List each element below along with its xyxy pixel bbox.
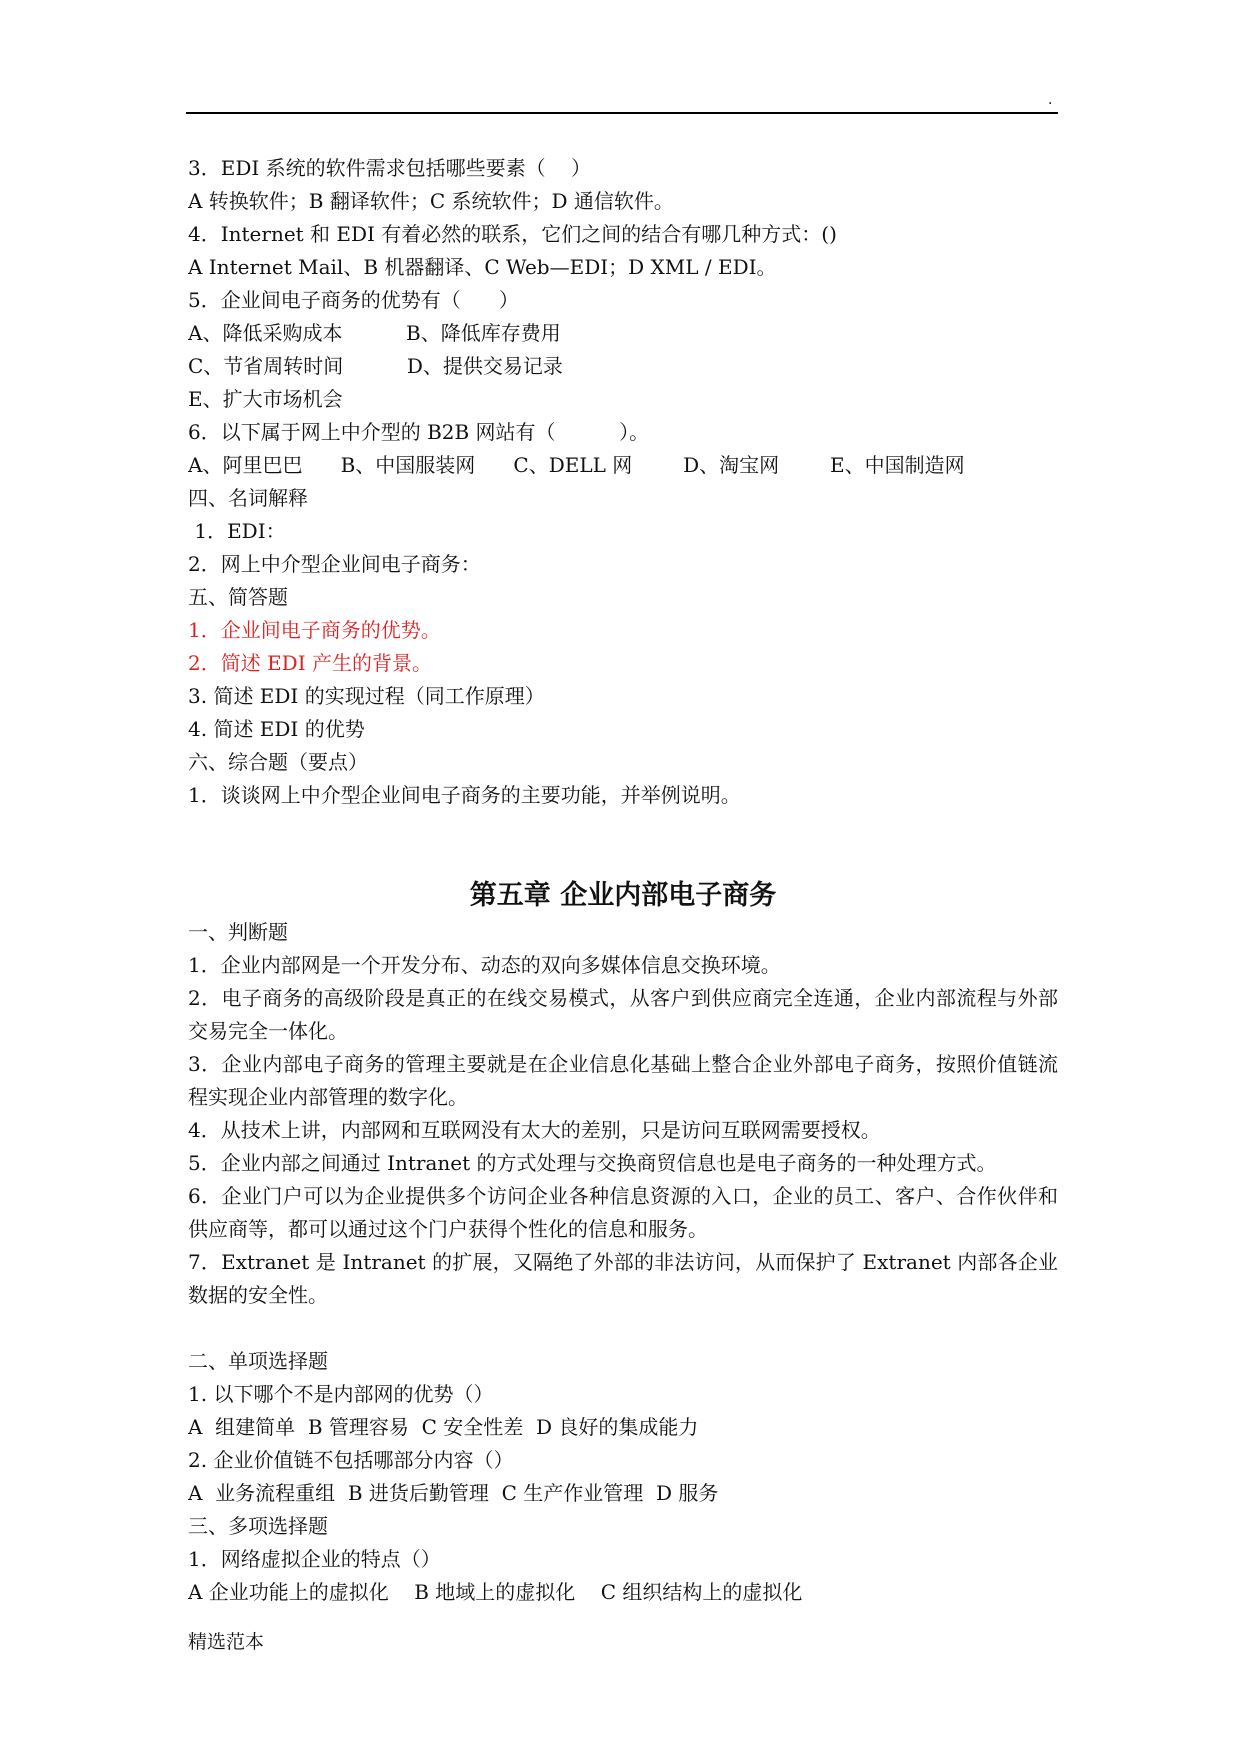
- text-line: 6．以下属于网上中介型的 B2B 网站有（ ）。: [188, 420, 650, 444]
- text-line: 2. 企业价值链不包括哪部分内容（）: [188, 1448, 514, 1472]
- text-line: 5．企业内部之间通过 Intranet 的方式处理与交换商贸信息也是电子商务的一种处理方式。: [188, 1151, 997, 1175]
- text-line: 四、名词解释: [188, 486, 308, 510]
- header-mark: .: [1048, 92, 1053, 108]
- blank-line: [188, 1312, 1058, 1345]
- text-line: A 组建简单 B 管理容易 C 安全性差 D 良好的集成能力: [188, 1415, 699, 1439]
- text-line: A 企业功能上的虚拟化 B 地域上的虚拟化 C 组织结构上的虚拟化: [188, 1580, 803, 1604]
- text-line: A、阿里巴巴 B、中国服装网 C、DELL 网 D、淘宝网 E、中国制造网: [188, 453, 965, 477]
- section-spacer: [188, 812, 1058, 872]
- text-line: A 转换软件；B 翻译软件；C 系统软件；D 通信软件。: [188, 189, 674, 213]
- text-line: A、降低采购成本 B、降低库存费用: [188, 321, 561, 345]
- page-footer: 精选范本: [188, 1631, 265, 1653]
- text-line: 4．从技术上讲，内部网和互联网没有太大的差别，只是访问互联网需要授权。: [188, 1118, 881, 1142]
- text-line: 3. 简述 EDI 的实现过程（同工作原理）: [188, 684, 545, 708]
- text-line: 4. 简述 EDI 的优势: [188, 717, 365, 741]
- text-line: 1. 以下哪个不是内部网的优势（）: [188, 1382, 494, 1406]
- chapter4-questions: [188, 152, 1058, 812]
- choice-sections: [188, 1345, 1058, 1609]
- text-line: 五、简答题: [188, 585, 288, 609]
- text-line: E、扩大市场机会: [188, 387, 343, 411]
- chapter-title: 第五章 企业内部电子商务: [469, 880, 777, 911]
- header-rule: [186, 112, 1058, 114]
- text-line: 2．网上中介型企业间电子商务：: [188, 552, 481, 576]
- text-line: 3．EDI 系统的软件需求包括哪些要素（ ）: [188, 156, 592, 180]
- text-line: 3．企业内部电子商务的管理主要就是在企业信息化基础上整合企业外部电子商务，按照价值链流程实现企业内部管理的数字化。: [188, 1052, 1058, 1109]
- text-line: A 业务流程重组 B 进货后勤管理 C 生产作业管理 D 服务: [188, 1481, 719, 1505]
- text-line: 1．网络虚拟企业的特点（）: [188, 1547, 441, 1571]
- text-line: A Internet Mail、B 机器翻译、C Web—EDI；D XML / EDI。: [188, 255, 777, 279]
- text-line: 1．谈谈网上中介型企业间电子商务的主要功能，并举例说明。: [188, 783, 741, 807]
- true-false-section: [188, 916, 1058, 1312]
- text-line: 2．简述 EDI 产生的背景。: [188, 651, 432, 675]
- text-line: C、节省周转时间 D、提供交易记录: [188, 354, 563, 378]
- document-body: [188, 152, 1058, 1609]
- text-line: 6．企业门户可以为企业提供多个访问企业各种信息资源的入口，企业的员工、客户、合作伙伴和供应商等，都可以通过这个门户获得个性化的信息和服务。: [188, 1184, 1058, 1241]
- text-line: 2．电子商务的高级阶段是真正的在线交易模式，从客户到供应商完全连通，企业内部流程与外部交易完全一体化。: [188, 986, 1058, 1043]
- text-line: 一、判断题: [188, 920, 288, 944]
- text-line: 7．Extranet 是 Intranet 的扩展，又隔绝了外部的非法访问，从而保护了 Extranet 内部各企业数据的安全性。: [188, 1250, 1058, 1307]
- text-line: 1．企业内部网是一个开发分布、动态的双向多媒体信息交换环境。: [188, 953, 781, 977]
- text-line: 三、多项选择题: [188, 1514, 328, 1538]
- text-line: 六、综合题（要点）: [188, 750, 368, 774]
- text-line: 4．Internet 和 EDI 有着必然的联系，它们之间的结合有哪几种方式：(): [188, 222, 837, 246]
- text-line: 二、单项选择题: [188, 1349, 328, 1373]
- text-line: 5．企业间电子商务的优势有（ ）: [188, 288, 519, 312]
- text-line: 1．企业间电子商务的优势。: [188, 618, 441, 642]
- text-line: 1．EDI：: [188, 519, 286, 543]
